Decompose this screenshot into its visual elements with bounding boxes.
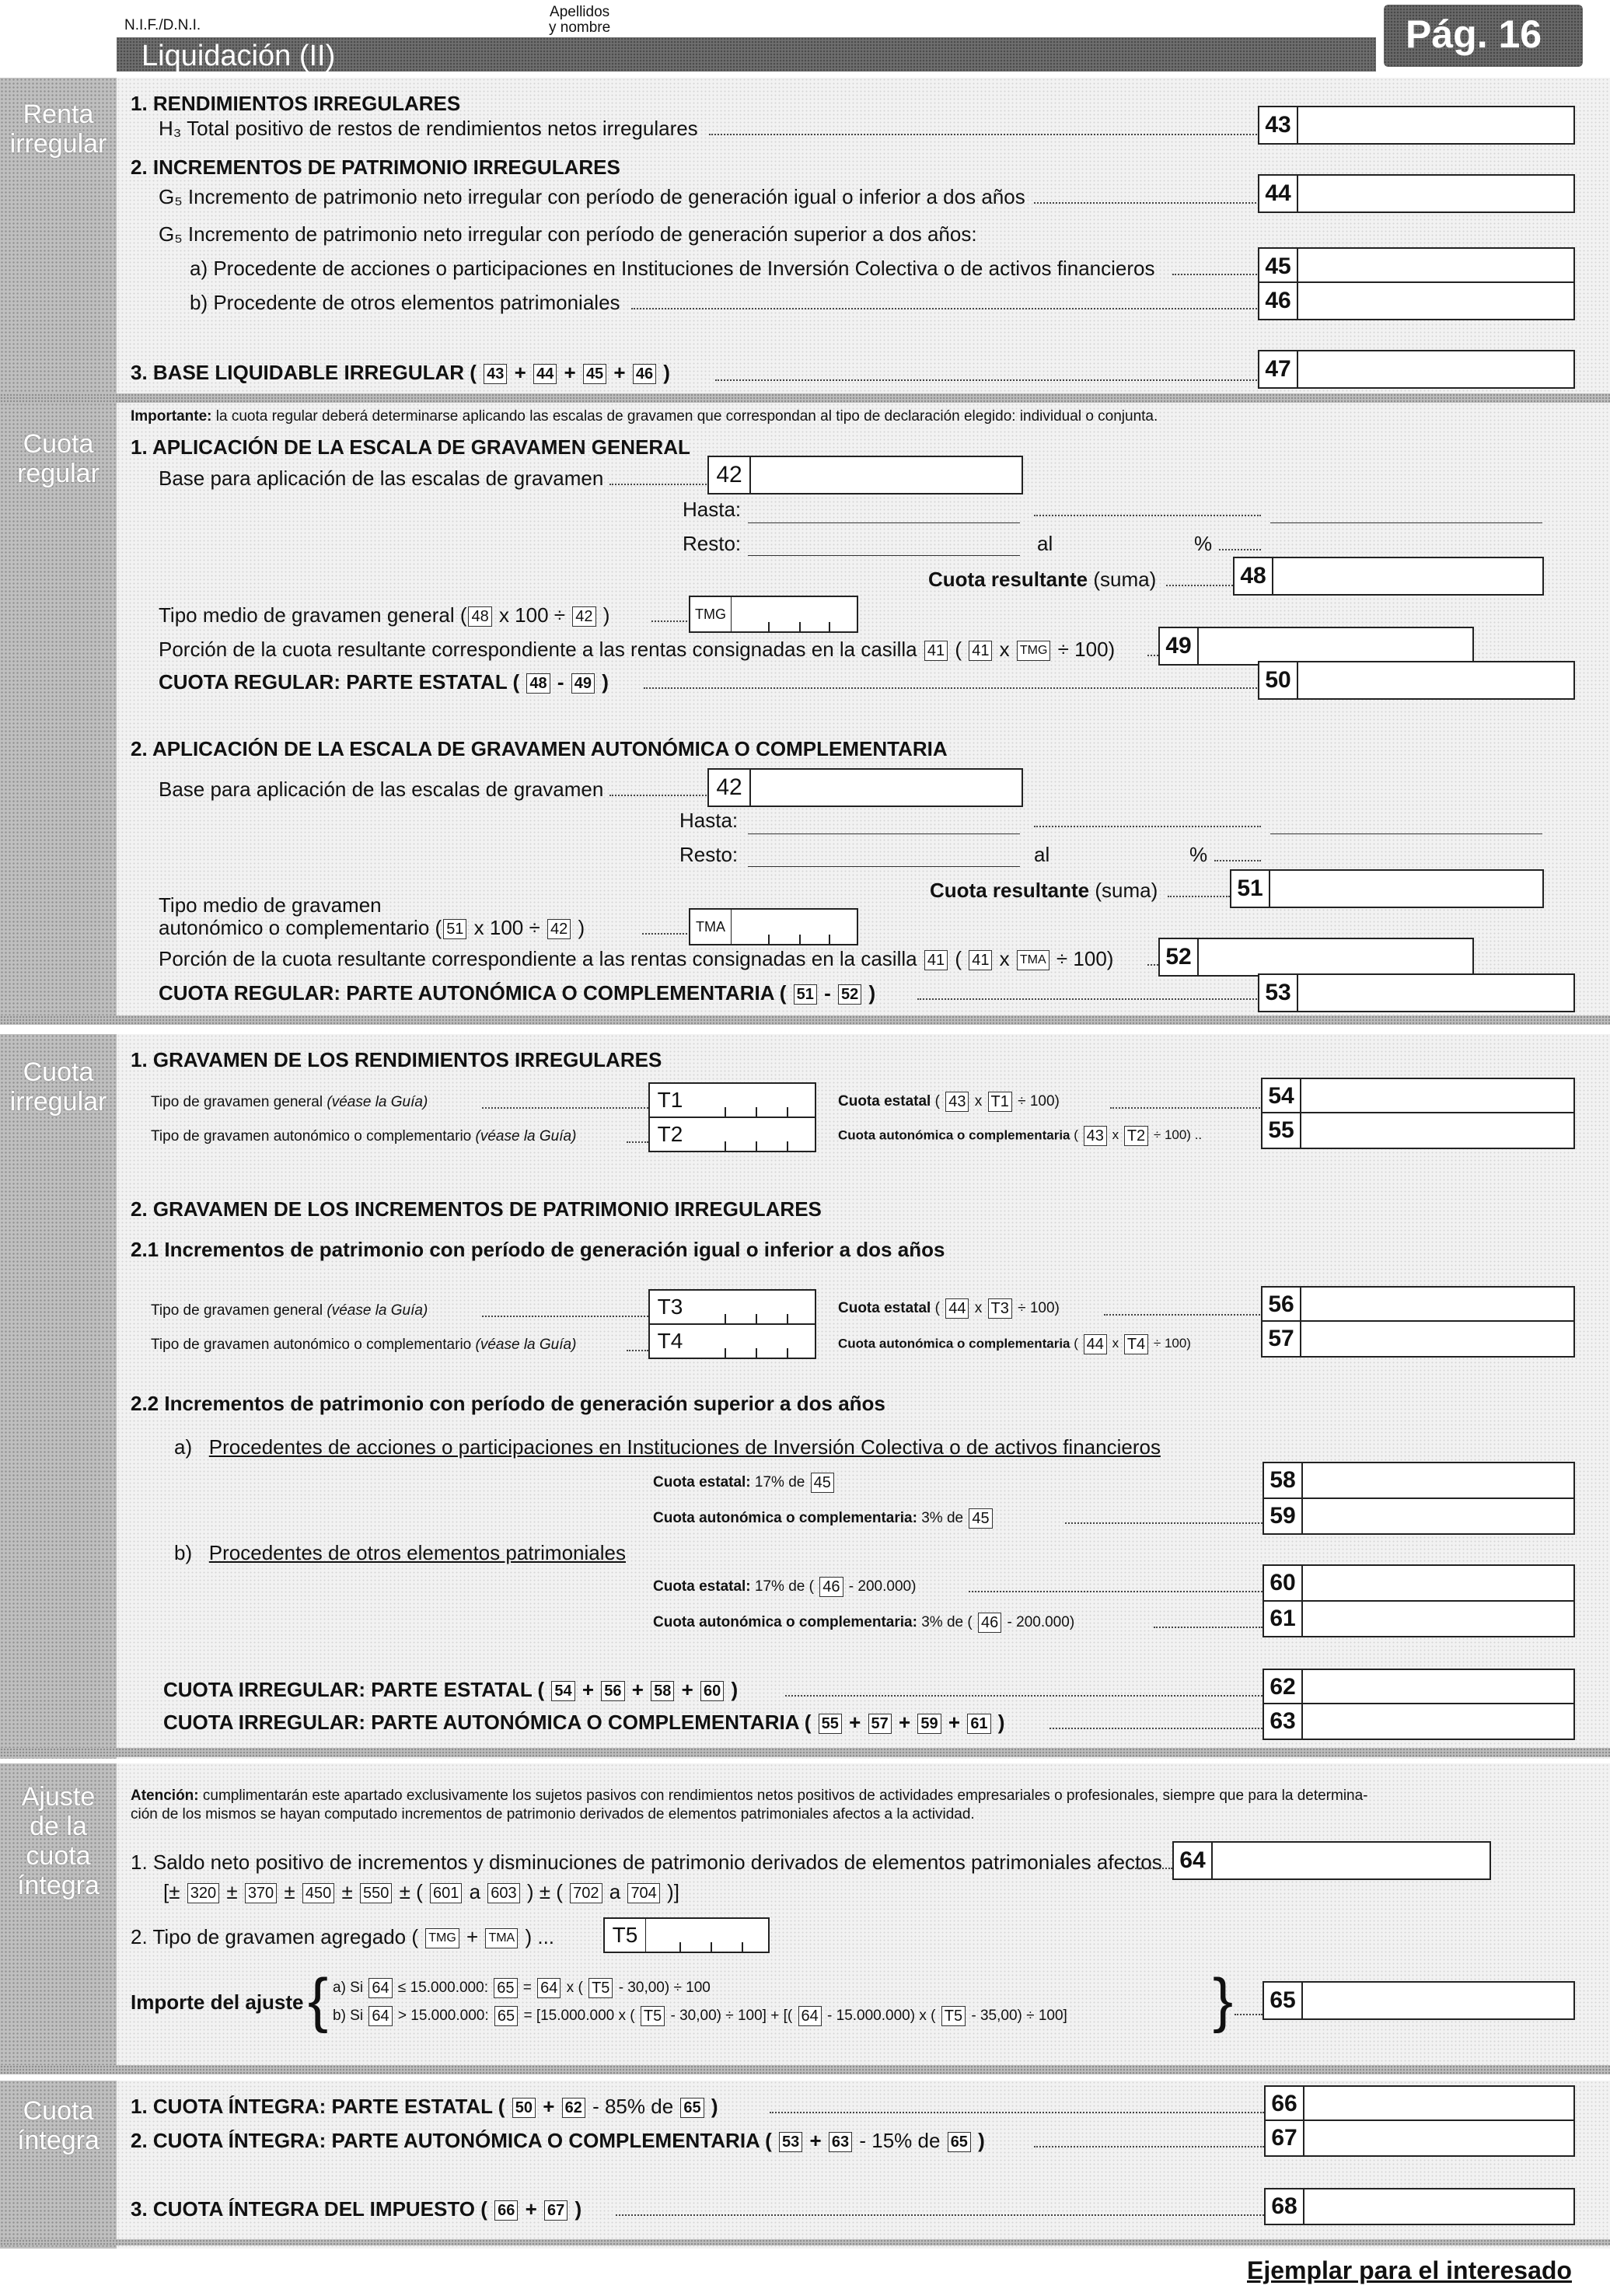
- porcion-line: Porción de la cuota resultante correspondiente a las rentas consignadas en la casilla 41 ( 41 x TMG ÷ 100): [159, 638, 1116, 661]
- tma-field[interactable]: TMA: [689, 908, 858, 945]
- al-label: al: [1037, 532, 1053, 555]
- cuota-auto-line: Cuota autonómica o complementaria ( 43 x T2 ÷ 100) ..: [838, 1127, 1203, 1145]
- box-62[interactable]: 62: [1263, 1669, 1575, 1706]
- page-number: Pág. 16: [1406, 12, 1542, 56]
- right-brace: }: [1213, 1966, 1234, 2034]
- pct-label: %: [1194, 532, 1213, 555]
- hasta-label: Hasta:: [683, 498, 742, 521]
- resto-label: Resto:: [683, 532, 742, 555]
- box-49[interactable]: 49: [1158, 627, 1474, 666]
- side-label-cuota-regular: Cuota regular: [17, 429, 100, 488]
- box-55[interactable]: 55: [1261, 1112, 1575, 1149]
- tipo-general-label: Tipo de gravamen general (véase la Guía): [151, 1094, 428, 1110]
- box-64[interactable]: 64: [1172, 1841, 1491, 1880]
- box-48[interactable]: 48: [1233, 557, 1544, 596]
- cuota-integra-impuesto: 3. CUOTA ÍNTEGRA DEL IMPUESTO ( 66 + 67 ): [131, 2197, 582, 2221]
- footer-ejemplar: Ejemplar para el interesado: [1247, 2256, 1572, 2284]
- box-44[interactable]: 44: [1258, 174, 1575, 213]
- box-67[interactable]: 67: [1264, 2120, 1575, 2157]
- line-label: H₃ Total positivo de restos de rendimientos netos irregulares: [159, 117, 698, 140]
- cuota-estatal-line: Cuota estatal ( 44 x T3 ÷ 100): [838, 1300, 1060, 1317]
- box-66[interactable]: 66: [1264, 2085, 1575, 2123]
- ajuste-item2: 2. Tipo de gravamen agregado ( TMG + TMA ) ...: [131, 1925, 555, 1948]
- side-label-ajuste: Ajuste de la cuota íntegra: [17, 1782, 100, 1900]
- resto-label: Resto:: [679, 843, 739, 866]
- subsection-title: 2.2 Incrementos de patrimonio con período de generación superior a dos años: [131, 1392, 885, 1415]
- cuota-integra-auto: 2. CUOTA ÍNTEGRA: PARTE AUTONÓMICA O COMPLEMENTARIA ( 53 + 63 - 15% de 65 ): [131, 2129, 985, 2152]
- box-43[interactable]: 43: [1258, 106, 1575, 145]
- box-47[interactable]: 47: [1258, 350, 1575, 389]
- sidebar-cuota-irregular: [0, 1034, 117, 1759]
- cuota-resultante-label: Cuota resultante (suma): [930, 879, 1158, 902]
- al-label: al: [1034, 843, 1050, 866]
- section-title: 2. GRAVAMEN DE LOS INCREMENTOS DE PATRIMONIO IRREGULARES: [131, 1197, 822, 1221]
- nif-label: N.I.F./D.N.I.: [124, 17, 201, 33]
- box-46[interactable]: 46: [1258, 281, 1575, 320]
- cuota-auto-line: Cuota autonómica o complementaria ( 44 x T4 ÷ 100): [838, 1336, 1191, 1353]
- cuota-auto-3: Cuota autonómica o complementaria: 3% de 45: [653, 1508, 994, 1529]
- box-54[interactable]: 54: [1261, 1078, 1575, 1115]
- box-53[interactable]: 53: [1258, 973, 1575, 1012]
- line-label: G₅ Incremento de patrimonio neto irregular con período de generación superior a dos años:: [159, 222, 977, 246]
- ajuste-case-b: b) Si 64 > 15.000.000: 65 = [15.000.000 x ( T5 - 30,00) ÷ 100] + [( 64 - 15.000.000) x ( T5 - 35,00) ÷ 100]: [333, 2008, 1067, 2025]
- box-52[interactable]: 52: [1158, 938, 1474, 977]
- box-51[interactable]: 51: [1230, 869, 1544, 908]
- side-label-renta-irregular: Renta irregular: [9, 100, 107, 159]
- section-title: 2. APLICACIÓN DE LA ESCALA DE GRAVAMEN AUTONÓMICA O COMPLEMENTARIA: [131, 737, 948, 760]
- section-title: 1. RENDIMIENTOS IRREGULARES: [131, 92, 461, 115]
- line-label: a) Procedente de acciones o participaciones en Instituciones de Inversión Colectiva o de activos financieros: [190, 257, 1155, 280]
- line-label: b) Procedente de otros elementos patrimoniales: [190, 291, 620, 314]
- box-68[interactable]: 68: [1264, 2188, 1575, 2225]
- box-63[interactable]: 63: [1263, 1703, 1575, 1740]
- tmg-field[interactable]: TMG: [689, 596, 858, 633]
- sub-item-a: a) Procedentes de acciones o participaciones en Instituciones de Inversión Colectiva o de activos financieros: [174, 1435, 1161, 1459]
- line-label: Base para aplicación de las escalas de gravamen: [159, 778, 604, 801]
- tipo-medio-general: Tipo medio de gravamen general ( 48 x 100 ÷ 42 ): [159, 603, 610, 627]
- side-label-cuota-integra: Cuota íntegra: [17, 2096, 100, 2155]
- cuota-irregular-estatal: CUOTA IRREGULAR: PARTE ESTATAL ( 54 + 56 + 58 + 60 ): [163, 1678, 739, 1701]
- t3-field[interactable]: T3: [648, 1289, 816, 1325]
- box-61[interactable]: 61: [1263, 1600, 1575, 1637]
- tipo-general-label: Tipo de gravamen general (véase la Guía): [151, 1302, 428, 1319]
- box-42-b[interactable]: 42: [707, 768, 1023, 807]
- cuota-regular-estatal: CUOTA REGULAR: PARTE ESTATAL ( 48 - 49 ): [159, 670, 609, 694]
- side-label-cuota-irregular: Cuota irregular: [9, 1057, 107, 1117]
- tipo-auto-label: Tipo de gravamen autonómico o complementario (véase la Guía): [151, 1337, 577, 1353]
- line-label: G₅ Incremento de patrimonio neto irregular con período de generación igual o inferior a dos años: [159, 185, 1025, 208]
- apellidos-label: Apellidos y nombre: [549, 4, 611, 36]
- tipo-medio-auto-b: autonómico o complementario ( 51 x 100 ÷ 42 ): [159, 916, 585, 939]
- sub-item-b: b) Procedentes de otros elementos patrimoniales: [174, 1541, 626, 1564]
- box-45[interactable]: 45: [1258, 247, 1575, 286]
- cuota-estatal-17: Cuota estatal: 17% de 45: [653, 1473, 836, 1493]
- sidebar-cuota-regular: [0, 403, 117, 1025]
- cuota-auto-3-b: Cuota autonómica o complementaria: 3% de ( 46 - 200.000): [653, 1614, 1075, 1631]
- importante-note: Importante: la cuota regular deberá determinarse aplicando las escalas de gravamen que correspondan al tipo de declaración elegido: individual o conjunta.: [131, 408, 1158, 425]
- line-label: Base para aplicación de las escalas de gravamen: [159, 467, 604, 490]
- section-title: 1. APLICACIÓN DE LA ESCALA DE GRAVAMEN GENERAL: [131, 435, 690, 459]
- atencion-note-2: ción de los mismos se hayan computado incrementos de patrimonio derivados de elementos patrimoniales afectos a la actividad.: [131, 1806, 975, 1822]
- cuota-integra-estatal: 1. CUOTA ÍNTEGRA: PARTE ESTATAL ( 50 + 62 - 85% de 65 ): [131, 2095, 718, 2118]
- section-title: 2. INCREMENTOS DE PATRIMONIO IRREGULARES: [131, 156, 620, 179]
- nif-field[interactable]: [225, 30, 529, 34]
- box-42[interactable]: 42: [707, 456, 1023, 494]
- box-65[interactable]: 65: [1263, 1981, 1575, 2020]
- cuota-estatal-17-b: Cuota estatal: 17% de ( 46 - 200.000): [653, 1578, 917, 1595]
- t1-field[interactable]: T1: [648, 1082, 816, 1118]
- cuota-resultante-label: Cuota resultante (suma): [928, 568, 1157, 591]
- box-57[interactable]: 57: [1261, 1320, 1575, 1358]
- section-title: 3. BASE LIQUIDABLE IRREGULAR ( 43 + 44 + 45 + 46 ): [131, 361, 670, 384]
- cuota-irregular-auto: CUOTA IRREGULAR: PARTE AUTONÓMICA O COMPLEMENTARIA ( 55 + 57 + 59 + 61 ): [163, 1711, 1005, 1734]
- hasta-label: Hasta:: [679, 809, 739, 832]
- box-59[interactable]: 59: [1263, 1497, 1575, 1535]
- section-title: 1. GRAVAMEN DE LOS RENDIMIENTOS IRREGULARES: [131, 1048, 662, 1071]
- box-58[interactable]: 58: [1263, 1462, 1575, 1499]
- box-56[interactable]: 56: [1261, 1286, 1575, 1323]
- porcion-line-auto: Porción de la cuota resultante correspondiente a las rentas consignadas en la casilla 41 ( 41 x TMA ÷ 100): [159, 947, 1114, 970]
- box-50[interactable]: 50: [1258, 661, 1575, 700]
- t5-field[interactable]: T5: [603, 1917, 770, 1953]
- ajuste-case-a: a) Si 64 ≤ 15.000.000: 65 = 64 x ( T5 - 30,00) ÷ 100: [333, 1980, 711, 1997]
- left-brace: {: [308, 1966, 329, 2034]
- cuota-estatal-line: Cuota estatal ( 43 x T1 ÷ 100): [838, 1093, 1060, 1110]
- importe-ajuste-label: Importe del ajuste: [131, 1990, 304, 2014]
- pct-label: %: [1189, 843, 1208, 866]
- tipo-auto-label: Tipo de gravamen autonómico o complementario (véase la Guía): [151, 1128, 577, 1145]
- ajuste-refs: [± 320 ± 370 ± 450 ± 550 ± ( 601 a 603 ) ± ( 702 a 704 )]: [163, 1880, 679, 1903]
- page-title: Liquidación (II): [141, 40, 336, 72]
- ajuste-item1: 1. Saldo neto positivo de incrementos y disminuciones de patrimonio derivados de elementos patrimoniales afectos: [131, 1850, 1162, 1874]
- cuota-regular-auto: CUOTA REGULAR: PARTE AUTONÓMICA O COMPLEMENTARIA ( 51 - 52 ): [159, 981, 876, 1005]
- tipo-medio-auto-a: Tipo medio de gravamen: [159, 893, 382, 917]
- box-60[interactable]: 60: [1263, 1564, 1575, 1602]
- t4-field[interactable]: T4: [648, 1323, 816, 1359]
- atencion-note: Atención: cumplimentarán este apartado exclusivamente los sujetos pasivos con rendimientos netos positivos de actividades empresariales o profesionales, siempre que para la determina-: [131, 1788, 1368, 1804]
- subsection-title: 2.1 Incrementos de patrimonio con período de generación igual o inferior a dos años: [131, 1238, 945, 1261]
- t2-field[interactable]: T2: [648, 1117, 816, 1152]
